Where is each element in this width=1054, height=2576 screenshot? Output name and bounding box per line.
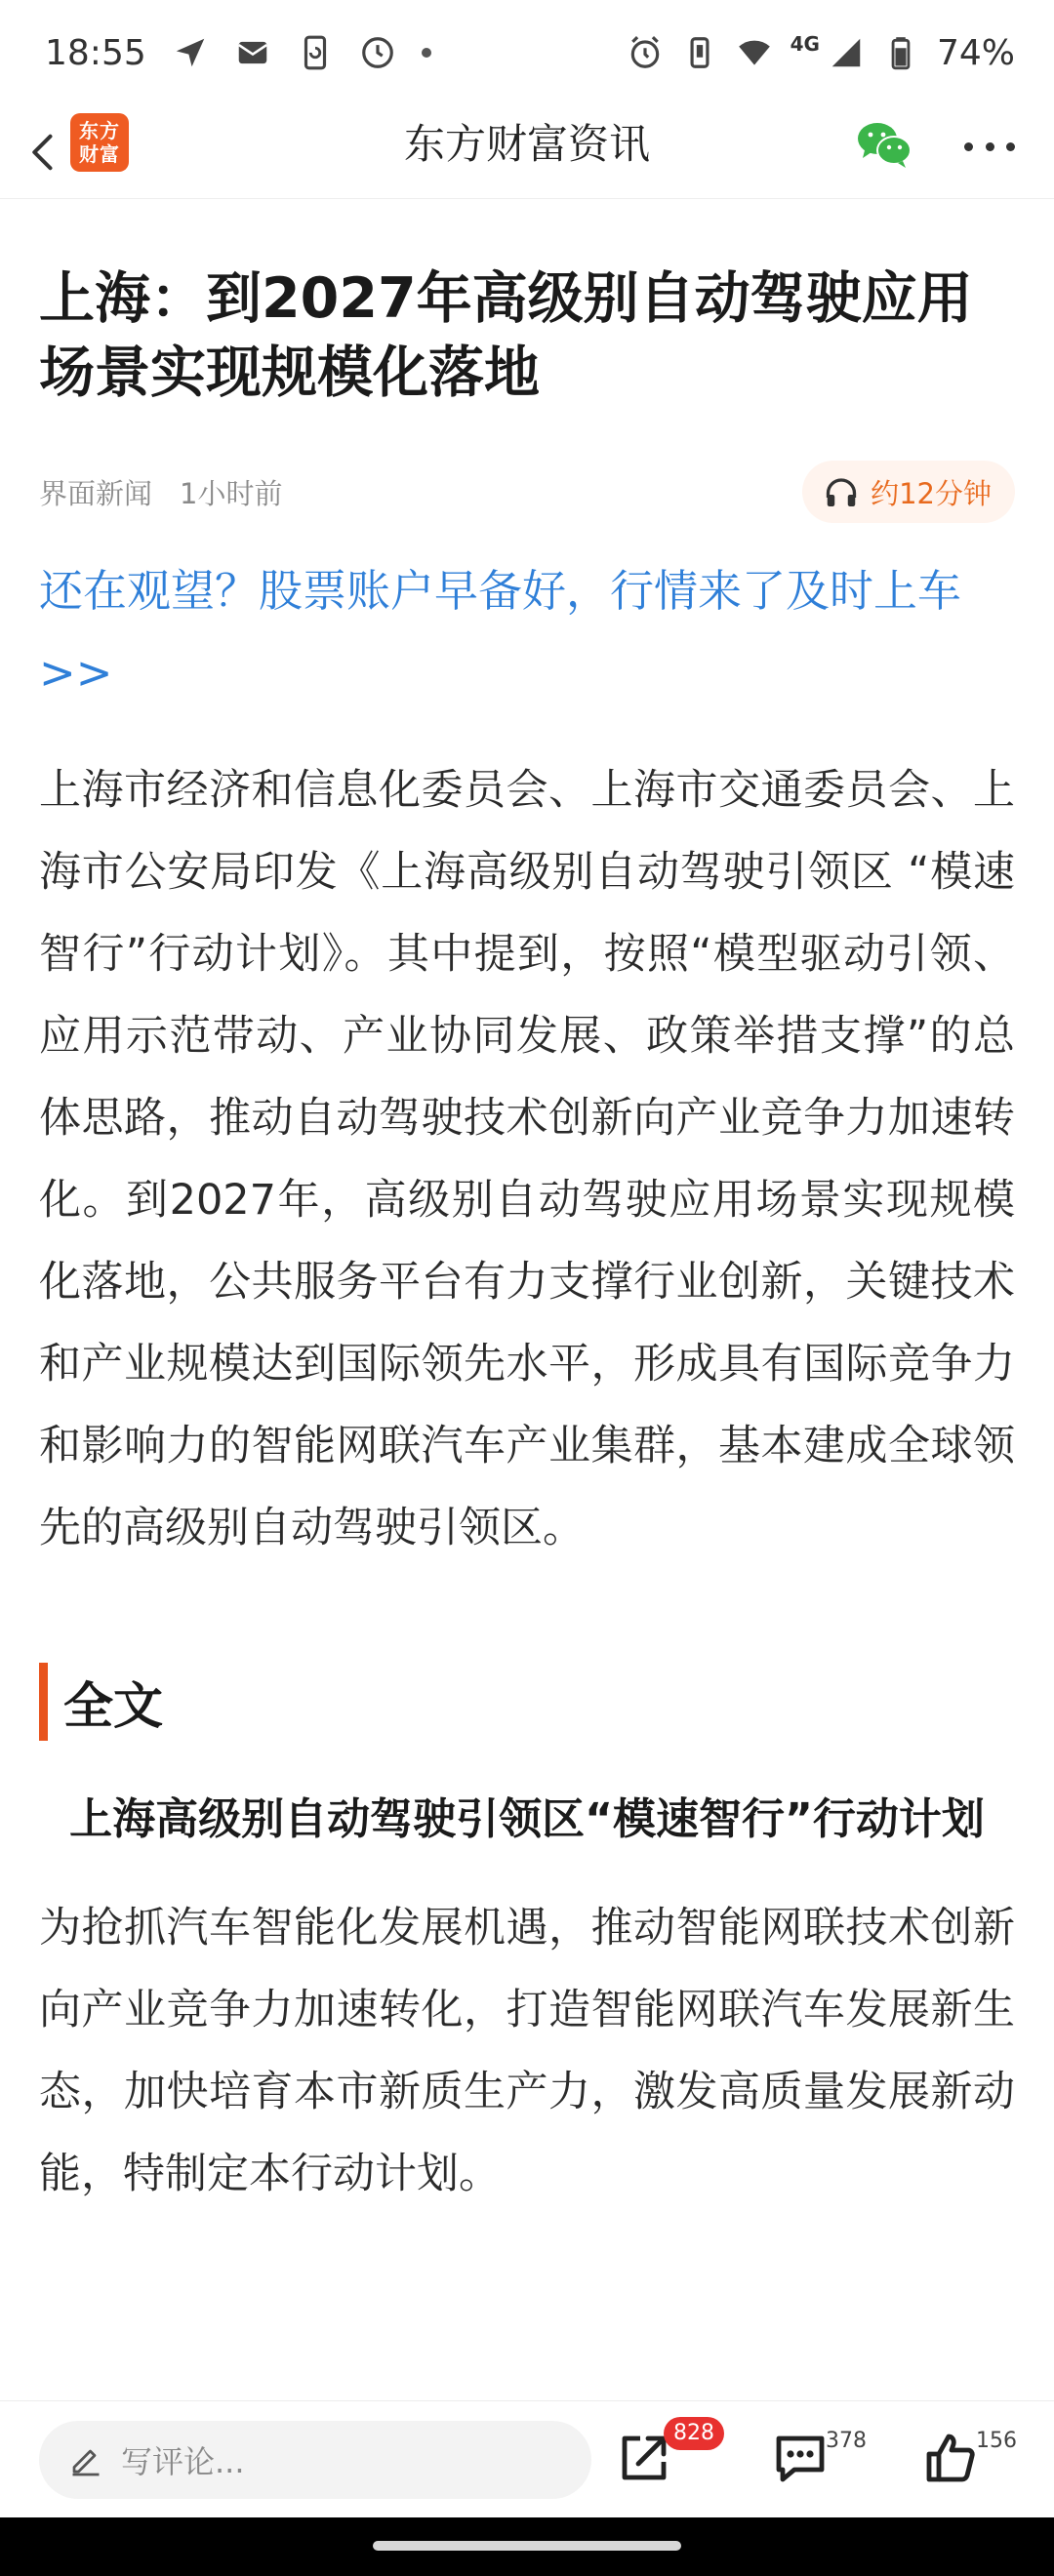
headphones-icon bbox=[824, 474, 859, 509]
article-time: 1小时前 bbox=[180, 476, 283, 510]
dot-icon bbox=[422, 48, 431, 58]
mail-icon bbox=[234, 34, 271, 71]
thumbs-up-icon bbox=[921, 2429, 980, 2487]
section-accent-bar bbox=[39, 1663, 48, 1741]
more-dot-icon bbox=[986, 142, 994, 151]
article-meta bbox=[39, 461, 1015, 523]
article-headline: 上海：到2027年高级别自动驾驶应用场景实现规模化落地 bbox=[39, 266, 973, 405]
comment-icon bbox=[771, 2429, 830, 2487]
comments-button[interactable] bbox=[771, 2429, 830, 2487]
listen-duration: 约12分钟 bbox=[871, 476, 992, 510]
pencil-icon bbox=[68, 2442, 103, 2477]
phone-sync-icon bbox=[297, 34, 334, 71]
app-logo bbox=[70, 113, 129, 172]
logo-line-2: 财富 bbox=[79, 142, 120, 166]
vibrate-icon bbox=[681, 34, 718, 71]
bottom-action-bar bbox=[0, 2400, 1054, 2517]
alarm-icon bbox=[627, 34, 664, 71]
article-source[interactable]: 界面新闻 bbox=[39, 476, 153, 510]
more-dot-icon bbox=[1006, 142, 1015, 151]
signal-icon bbox=[828, 34, 865, 71]
listen-button[interactable] bbox=[802, 461, 1015, 523]
article-paragraph: 为抢抓汽车智能化发展机遇，推动智能网联技术创新向产业竞争力加速转化，打造智能网联汽车发展新生态，加快培育本市新质生产力，激发高质量发展新动能，特制定本行动计划。 bbox=[39, 1904, 1015, 2198]
status-bar bbox=[0, 0, 1054, 105]
like-count: 156 bbox=[976, 2429, 1017, 2453]
logo-line-1: 东方 bbox=[79, 119, 120, 142]
chevron-left-icon bbox=[28, 131, 58, 174]
wechat-share-button[interactable] bbox=[855, 119, 913, 170]
page-title: 东方财富资讯 bbox=[403, 120, 650, 168]
more-options-button[interactable] bbox=[964, 127, 1015, 166]
back-button[interactable] bbox=[20, 125, 66, 180]
article bbox=[39, 199, 1015, 2215]
nav-bar bbox=[0, 105, 1054, 199]
promo-link[interactable]: 还在观望？股票账户早备好，行情来了及时上车>> bbox=[39, 565, 962, 699]
share-count-badge: 828 bbox=[664, 2417, 724, 2450]
gesture-nav-area bbox=[0, 2517, 1054, 2576]
section-title: 全文 bbox=[63, 1678, 164, 1736]
wechat-icon bbox=[855, 119, 913, 170]
network-type: 4G bbox=[790, 32, 820, 56]
wifi-icon bbox=[736, 34, 773, 71]
home-gesture-handle[interactable] bbox=[373, 2541, 681, 2551]
section-header bbox=[39, 1663, 1015, 1741]
comment-placeholder: 写评论... bbox=[121, 2443, 245, 2480]
article-paragraph: 上海市经济和信息化委员会、上海市交通委员会、上海市公安局印发《上海高级别自动驾驶引领区 “模速智行”行动计划》。其中提到，按照“模型驱动引领、应用示范带动、产业协同发展、政策举措支撑”的总体思路，推动自动驾驶技术创新向产业竞争力加速转化。到2027年，高级别自动驾驶应用场景实现规模化落地，公共服务平台有力支撑行业创新，关键技术和产业规模达到国际领先水平，形成具有国际竞争力和影响力的智能网联汽车产业集群，基本建成全球领先的高级别自动驾驶引领区。 bbox=[39, 766, 1015, 1552]
comment-input[interactable] bbox=[39, 2421, 591, 2499]
like-button[interactable] bbox=[921, 2429, 980, 2487]
battery-level: 74% bbox=[936, 32, 1015, 73]
clock-icon bbox=[359, 34, 396, 71]
status-time: 18:55 bbox=[45, 32, 146, 73]
comment-count: 378 bbox=[826, 2429, 867, 2453]
navigation-icon bbox=[172, 34, 209, 71]
battery-icon bbox=[882, 34, 919, 71]
document-title: 上海高级别自动驾驶引领区“模速智行”行动计划 bbox=[69, 1794, 985, 1844]
more-dot-icon bbox=[964, 142, 973, 151]
